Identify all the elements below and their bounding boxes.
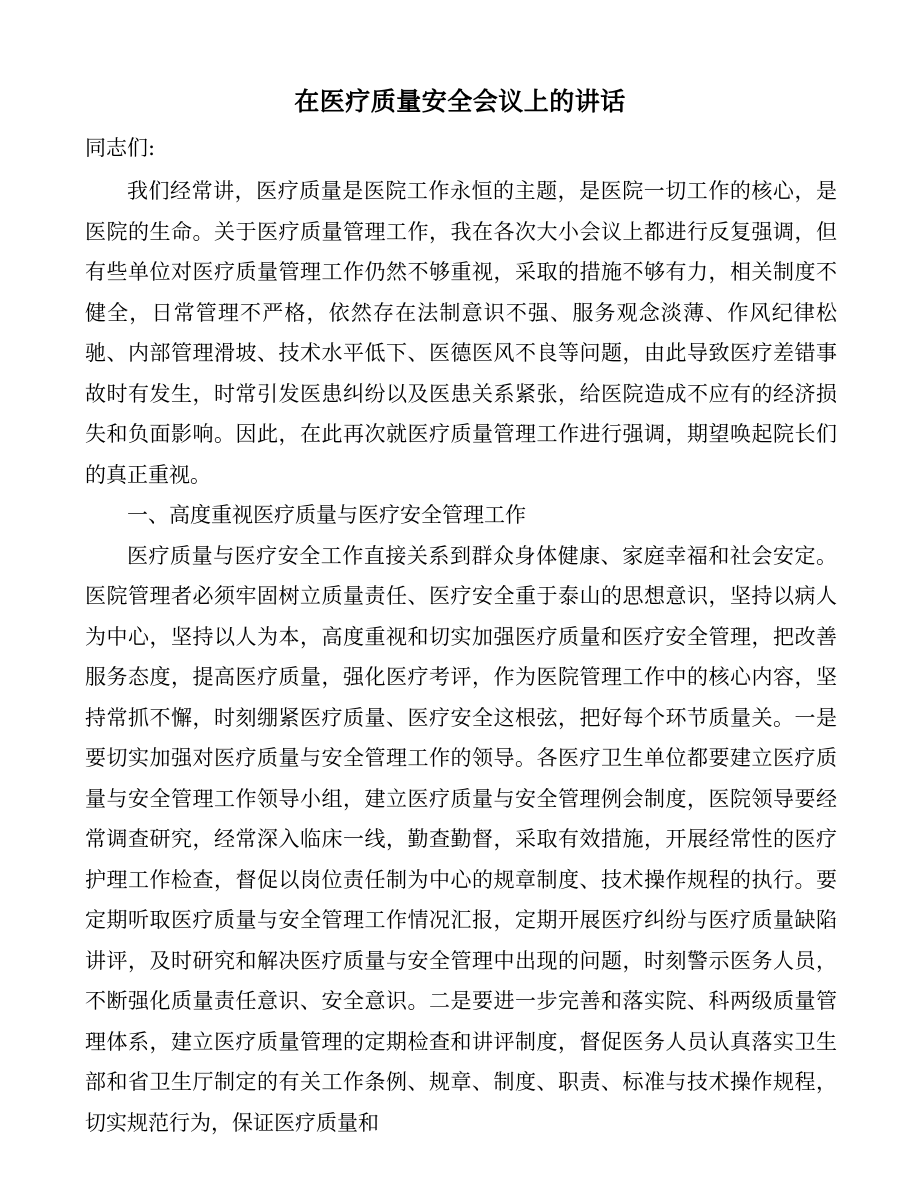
document-title: 在医疗质量安全会议上的讲话 <box>294 87 626 116</box>
document-body <box>85 171 837 1143</box>
section-heading-1: 一、高度重视医疗质量与医疗安全管理工作 <box>127 503 526 527</box>
salutation: 同志们: <box>85 136 156 160</box>
paragraph-section-1: 医疗质量与医疗安全工作直接关系到群众身体健康、家庭幸福和社会安定。医院管理者必须牢固树立质量责任、医疗安全重于泰山的思想意识，坚持以病人为中心，坚持以人为本，高度重视和切实加强医疗质量和医疗安全管理，把改善服务态度，提高医疗质量，强化医疗考评，作为医院管理工作中的核心内容，坚持常抓不懈，时刻绷紧医疗质量、医疗安全这根弦，把好每个环节质量关。一是要切实加强对医疗质量与安全管理工作的领导。各医疗卫生单位都要建立医疗质量与安全管理工作领导小组，建立医疗质量与安全管理例会制度，医院领导要经常调查研究，经常深入临床一线，勤查勤督，采取有效措施，开展经常性的医疗护理工作检查，督促以岗位责任制为中心的规章制度、技术操作规程的执行。要定期听取医疗质量与安全管理工作情况汇报，定期开展医疗纠纷与医疗质量缺陷讲评，及时研究和解决医疗质量与安全管理中出现的问题，时刻警示医务人员，不断强化质量责任意识、安全意识。二是要进一步完善和落实院、科两级质量管理体系，建立医疗质量管理的定期检查和讲评制度，督促医务人员认真落实卫生部和省卫生厅制定的有关工作条例、规章、制度、职责、标准与技术操作规程，切实规范行为，保证医疗质量和 <box>85 543 837 1135</box>
paragraph-intro: 我们经常讲，医疗质量是医院工作永恒的主题，是医院一切工作的核心，是医院的生命。关于医疗质量管理工作，我在各次大小会议上都进行反复强调，但有些单位对医疗质量管理工作仍然不够重视，采取的措施不够有力，相关制度不健全，日常管理不严格，依然存在法制意识不强、服务观念淡薄、作风纪律松驰、内部管理滑坡、技术水平低下、医德医风不良等问题，由此导致医疗差错事故时有发生，时常引发医患纠纷以及医患关系紧张，给医院造成不应有的经济损失和负面影响。因此，在此再次就医疗质量管理工作进行强调，期望唤起院长们的真正重视。 <box>85 179 837 487</box>
